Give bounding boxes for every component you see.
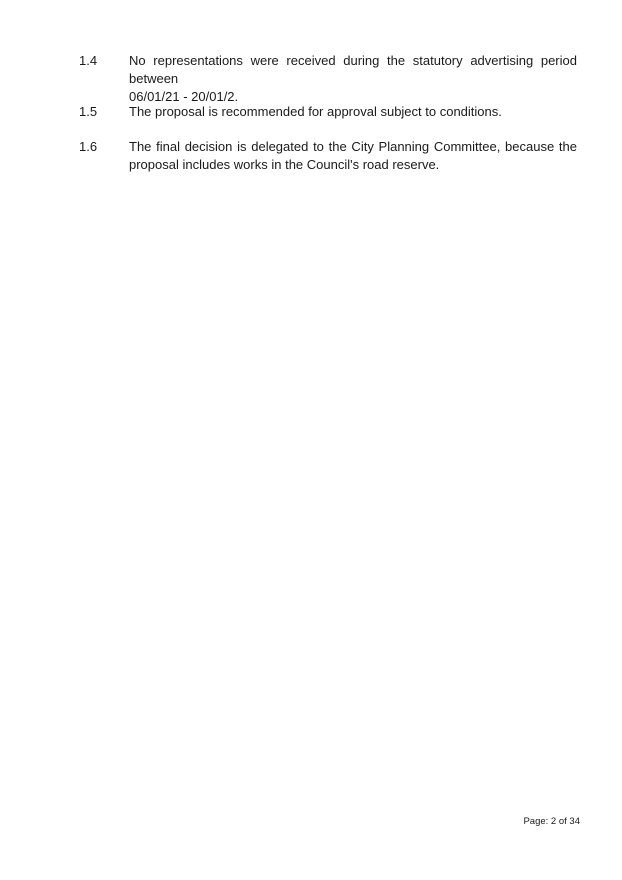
paragraph-line: The proposal is recommended for approval subject to conditions.: [129, 104, 502, 119]
paragraph-line: proposal includes works in the Council's road reserve.: [129, 157, 440, 172]
paragraph-number: 1.4: [79, 53, 98, 68]
paragraph-line: No representations were received during the statutory advertising period between: [129, 53, 577, 86]
paragraph-1-5: [79, 103, 577, 121]
paragraph-1-6: [79, 138, 577, 174]
paragraph-number: 1.6: [79, 139, 98, 154]
paragraph-text: [129, 103, 577, 121]
paragraph-line: The final decision is delegated to the City Planning Committee, because the: [129, 139, 577, 154]
paragraph-line: 06/01/21 - 20/01/2.: [129, 89, 239, 104]
paragraph-text: [129, 52, 577, 106]
page-number-footer: Page: 2 of 34: [523, 816, 580, 827]
paragraph-text: [129, 138, 577, 174]
paragraph-number: 1.5: [79, 104, 98, 119]
paragraph-1-4: [79, 52, 577, 106]
